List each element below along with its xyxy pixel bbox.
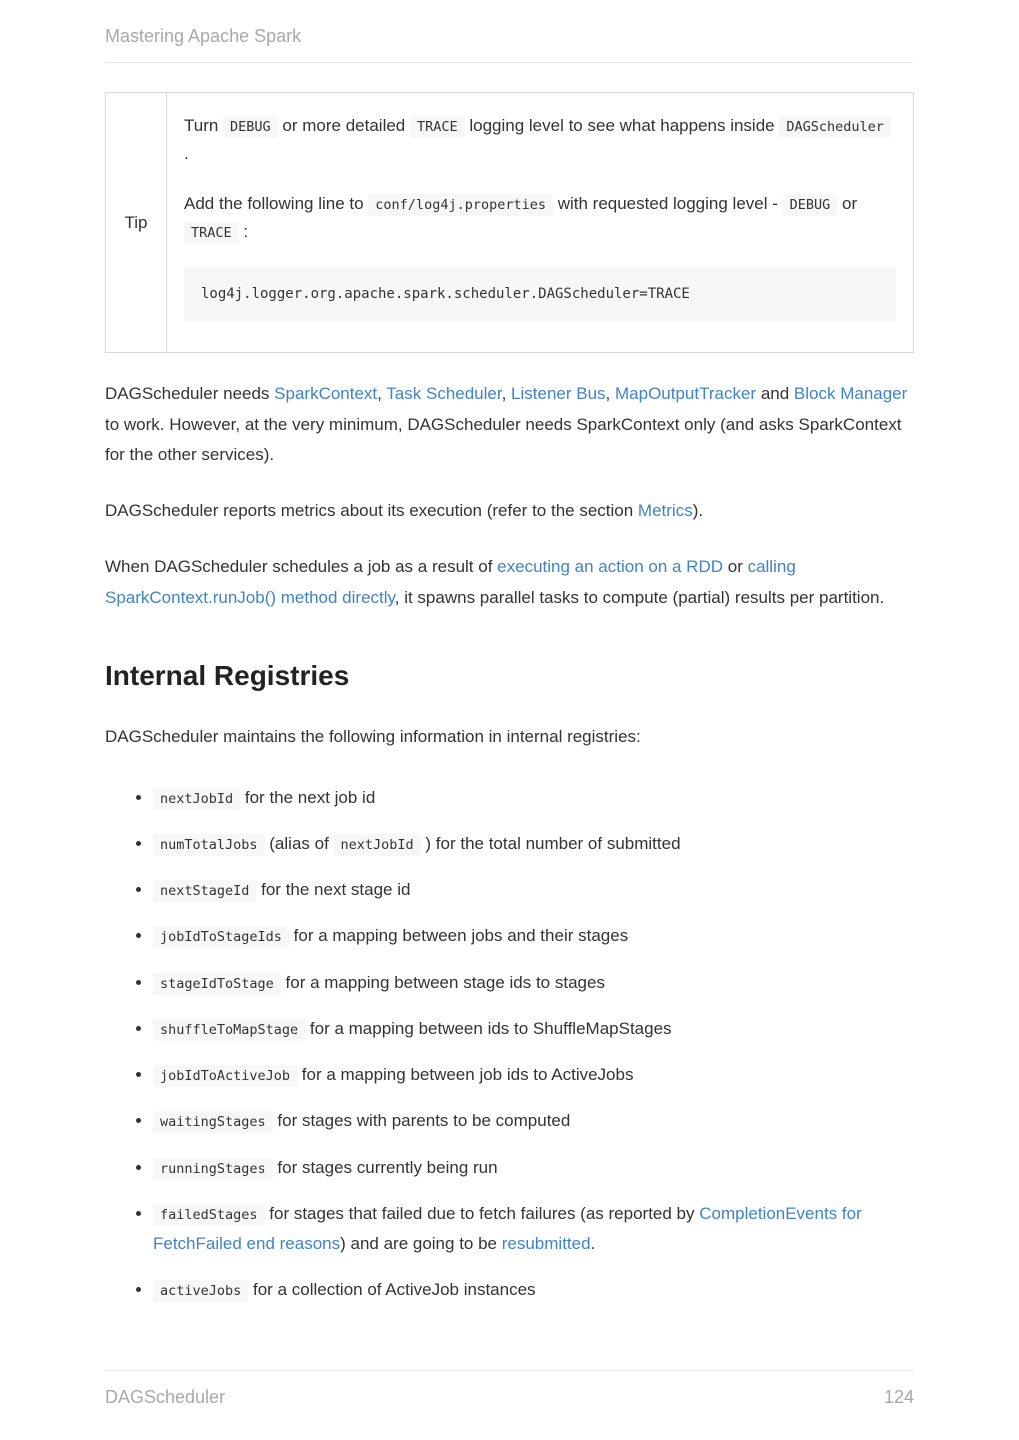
link[interactable]: resubmitted bbox=[501, 1234, 591, 1254]
link[interactable]: SparkContext bbox=[274, 384, 378, 404]
inline-code: conf/log4j.properties bbox=[368, 194, 553, 216]
inline-code: stageIdToStage bbox=[153, 973, 281, 995]
inline-code: runningStages bbox=[153, 1158, 273, 1180]
link[interactable]: Metrics bbox=[637, 501, 693, 521]
inline-code: numTotalJobs bbox=[153, 834, 265, 856]
list-item bbox=[153, 1014, 914, 1044]
text-run: . bbox=[184, 144, 189, 164]
inline-code: DAGScheduler bbox=[779, 116, 891, 138]
text-run: ). bbox=[692, 501, 704, 521]
text-run: or bbox=[837, 194, 858, 214]
link[interactable]: Listener Bus bbox=[511, 384, 606, 404]
inline-code: nextJobId bbox=[153, 788, 240, 810]
text-run: logging level to see what happens inside bbox=[464, 116, 780, 135]
inline-code: jobIdToStageIds bbox=[153, 926, 289, 948]
list-item bbox=[153, 1106, 914, 1136]
paragraph-dependencies bbox=[105, 379, 914, 470]
tip-admonition bbox=[105, 92, 914, 353]
text-run: to work. However, at the very minimum, DAGScheduler needs SparkContext only (and asks SparkContext for the other services). bbox=[105, 414, 902, 464]
inline-code: shuffleToMapStage bbox=[153, 1019, 305, 1041]
link[interactable]: Task Scheduler bbox=[386, 384, 502, 404]
text-run: (alias of bbox=[264, 833, 334, 853]
tip-paragraph-2 bbox=[184, 190, 896, 246]
tip-paragraph-1 bbox=[184, 112, 896, 168]
text-run: , bbox=[605, 384, 615, 404]
page-footer bbox=[105, 1370, 914, 1408]
tip-content bbox=[167, 93, 913, 352]
inline-code: nextStageId bbox=[153, 880, 256, 902]
text-run: with requested logging level - bbox=[552, 194, 783, 214]
registries-intro: DAGScheduler maintains the following information in internal registries: bbox=[105, 727, 641, 747]
list-item bbox=[153, 1060, 914, 1090]
link[interactable]: CompletionEvents for FetchFailed end reasons bbox=[153, 1203, 862, 1254]
text-run: for a mapping between stage ids to stages bbox=[280, 972, 605, 992]
list-item bbox=[153, 968, 914, 998]
text-run: for a mapping between ids to ShuffleMapStages bbox=[305, 1018, 672, 1038]
paragraph-metrics bbox=[105, 496, 914, 526]
text-run: Add the following line to bbox=[184, 194, 369, 214]
list-item bbox=[153, 1153, 914, 1183]
list-item bbox=[153, 1275, 914, 1305]
inline-code: DEBUG bbox=[223, 116, 278, 138]
text-run: . bbox=[590, 1234, 596, 1254]
text-run: When DAGScheduler schedules a job as a result of bbox=[105, 557, 498, 577]
list-item bbox=[153, 1199, 914, 1260]
footer-page-number: 124 bbox=[883, 1387, 914, 1407]
inline-code: activeJobs bbox=[153, 1280, 248, 1302]
registries-list bbox=[105, 767, 914, 1306]
text-run: and bbox=[756, 384, 794, 404]
inline-code: nextJobId bbox=[334, 834, 421, 856]
inline-code: TRACE bbox=[184, 222, 239, 244]
inline-code: jobIdToActiveJob bbox=[153, 1065, 297, 1087]
text-run: for the next stage id bbox=[256, 880, 411, 900]
text-run: or more detailed bbox=[277, 116, 410, 135]
link[interactable]: executing an action on a RDD bbox=[497, 557, 724, 577]
text-run: for a mapping between jobs and their stages bbox=[288, 926, 629, 946]
text-run: for stages that failed due to fetch failures (as reported by bbox=[264, 1203, 700, 1223]
text-run: for a mapping between job ids to ActiveJobs bbox=[297, 1065, 634, 1085]
link[interactable]: MapOutputTracker bbox=[615, 384, 757, 404]
text-run: for stages with parents to be computed bbox=[272, 1111, 571, 1131]
list-item bbox=[153, 875, 914, 905]
code-block: log4j.logger.org.apache.spark.scheduler.DAGScheduler=TRACE bbox=[184, 267, 896, 322]
text-run: ) for the total number of submitted bbox=[420, 833, 681, 853]
book-title: Mastering Apache Spark bbox=[105, 26, 914, 63]
text-run: , bbox=[377, 384, 387, 404]
list-item bbox=[153, 829, 914, 859]
list-item bbox=[153, 783, 914, 813]
inline-code: waitingStages bbox=[153, 1111, 273, 1133]
inline-code: failedStages bbox=[153, 1204, 265, 1226]
text-run: , it spawns parallel tasks to compute (partial) results per partition. bbox=[394, 587, 885, 607]
inline-code: TRACE bbox=[410, 116, 465, 138]
paragraph-scheduling bbox=[105, 552, 914, 613]
footer-chapter-title: DAGScheduler bbox=[105, 1387, 226, 1407]
text-run: for a collection of ActiveJob instances bbox=[248, 1280, 536, 1300]
text-run: , bbox=[501, 384, 512, 404]
link[interactable]: calling SparkContext.runJob() method directly bbox=[105, 557, 796, 607]
tip-label: Tip bbox=[106, 93, 167, 352]
text-run: ) and are going to be bbox=[340, 1234, 502, 1254]
section-heading: Internal Registries bbox=[105, 659, 350, 691]
text-run: Turn bbox=[184, 116, 224, 135]
text-run: DAGScheduler reports metrics about its execution (refer to the section bbox=[105, 501, 638, 521]
text-run: or bbox=[723, 557, 748, 577]
text-run: : bbox=[238, 222, 249, 242]
text-run: DAGScheduler needs bbox=[105, 384, 275, 404]
inline-code: DEBUG bbox=[783, 194, 838, 216]
list-item bbox=[153, 921, 914, 951]
text-run: for the next job id bbox=[240, 787, 376, 807]
text-run: for stages currently being run bbox=[272, 1157, 498, 1177]
link[interactable]: Block Manager bbox=[793, 384, 908, 404]
